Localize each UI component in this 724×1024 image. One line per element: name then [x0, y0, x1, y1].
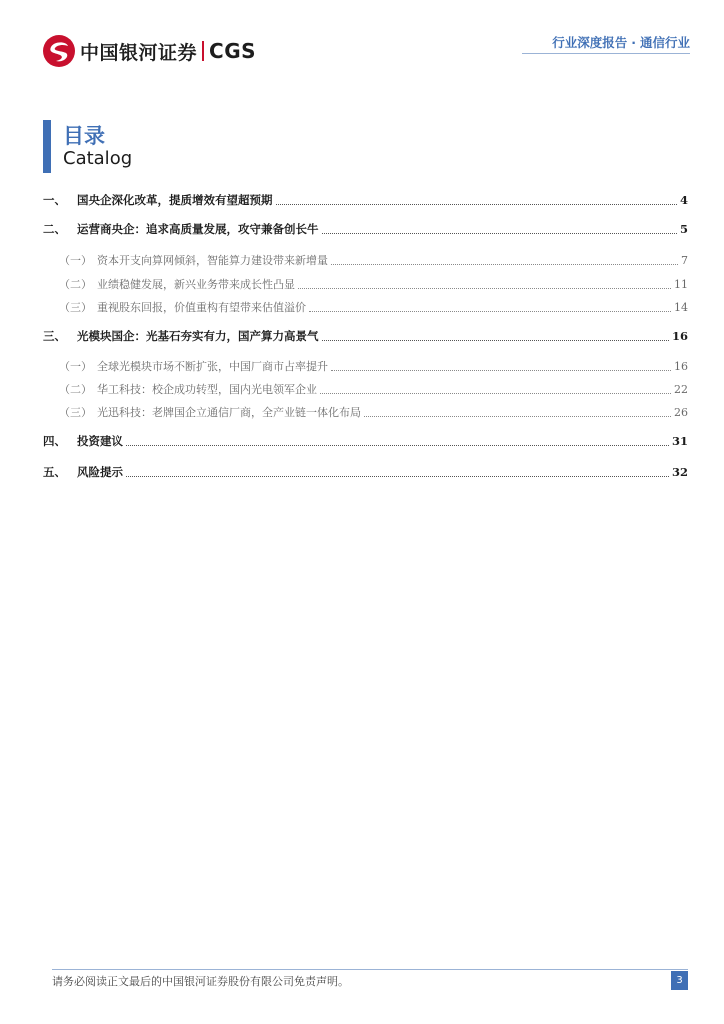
toc-entry-title: 风险提示	[77, 465, 123, 479]
brand-name-en: CGS	[209, 39, 257, 63]
header-divider	[522, 53, 690, 54]
toc-entry-page: 26	[674, 406, 688, 419]
toc-entry-page: 7	[681, 254, 688, 267]
toc-entry-title: 光模块国企：光基石夯实有力，国产算力高景气	[77, 329, 319, 343]
toc-dot-leader	[126, 445, 669, 446]
toc-entry-page: 32	[671, 465, 688, 479]
toc-entry-number: 二、	[43, 222, 66, 236]
toc-entry-page: 31	[671, 434, 688, 448]
brand-separator	[202, 41, 204, 61]
toc-entry[interactable]	[43, 299, 688, 317]
toc-dot-leader	[331, 264, 678, 265]
toc-entry-number: 三、	[43, 329, 66, 343]
title-accent-bar	[43, 120, 51, 173]
footer-divider	[52, 969, 688, 970]
toc-entry-title: 全球光模块市场不断扩张，中国厂商市占率提升	[97, 360, 328, 373]
toc-dot-leader	[276, 204, 677, 205]
toc-entry-title: 投资建议	[77, 434, 123, 448]
page-title-cn: 目录	[63, 124, 105, 148]
toc-entry-title: 运营商央企：追求高质量发展，攻守兼备创长牛	[77, 222, 319, 236]
toc-entry[interactable]	[43, 381, 688, 399]
footer-disclaimer: 请务必阅读正文最后的中国银河证券股份有限公司免责声明。	[52, 975, 349, 988]
toc-entry-page: 14	[674, 301, 688, 314]
toc-entry-title: 重视股东回报，价值重构有望带来估值溢价	[97, 301, 306, 314]
header-dot: ·	[631, 35, 636, 50]
cgs-logo-icon	[42, 34, 76, 68]
toc-dot-leader	[322, 340, 669, 341]
page-number: 3	[671, 971, 688, 990]
toc-entry-number: （二）	[59, 383, 92, 396]
brand-name-cn: 中国银河证券	[80, 41, 198, 64]
toc-entry-page: 22	[674, 383, 688, 396]
report-type: 行业深度报告	[552, 35, 628, 50]
toc-entry-number: 四、	[43, 434, 66, 448]
page-title-en: Catalog	[63, 148, 133, 169]
toc-entry[interactable]	[43, 192, 688, 210]
toc-entry-page: 16	[671, 329, 688, 343]
report-category	[552, 33, 690, 51]
toc-entry[interactable]	[43, 252, 688, 270]
toc-entry-title: 业绩稳健发展，新兴业务带来成长性凸显	[97, 278, 295, 291]
toc-entry[interactable]	[43, 276, 688, 294]
industry-name: 通信行业	[639, 35, 690, 50]
toc-entry-number: 五、	[43, 465, 66, 479]
toc-entry[interactable]	[43, 404, 688, 422]
toc-entry-title: 国央企深化改革，提质增效有望超预期	[77, 193, 273, 207]
toc-entry[interactable]	[43, 464, 688, 482]
toc-dot-leader	[322, 233, 677, 234]
toc-entry-number: （一）	[59, 254, 92, 267]
toc-dot-leader	[309, 311, 671, 312]
toc-entry-number: （一）	[59, 360, 92, 373]
toc-dot-leader	[126, 476, 669, 477]
toc-dot-leader	[364, 416, 671, 417]
toc-entry[interactable]	[43, 221, 688, 239]
company-logo	[42, 34, 256, 68]
toc-entry-title: 光迅科技：老牌国企立通信厂商，全产业链一体化布局	[97, 406, 361, 419]
toc-entry-number: （三）	[59, 406, 92, 419]
toc-entry-page: 16	[674, 360, 688, 373]
toc-entry-page: 4	[679, 193, 688, 207]
toc-entry-page: 11	[674, 278, 688, 291]
page-header	[0, 0, 724, 80]
toc-entry[interactable]	[43, 433, 688, 451]
toc-entry-title: 华工科技：校企成功转型，国内光电领军企业	[97, 383, 317, 396]
toc-dot-leader	[320, 393, 671, 394]
toc-entry-number: 一、	[43, 193, 66, 207]
toc-dot-leader	[331, 370, 671, 371]
toc-entry[interactable]	[43, 358, 688, 376]
toc-entry-number: （二）	[59, 278, 92, 291]
toc-entry-page: 5	[679, 222, 688, 236]
toc-entry-number: （三）	[59, 301, 92, 314]
toc-dot-leader	[298, 288, 671, 289]
toc-entry-title: 资本开支向算网倾斜，智能算力建设带来新增量	[97, 254, 328, 267]
toc-entry[interactable]	[43, 328, 688, 346]
